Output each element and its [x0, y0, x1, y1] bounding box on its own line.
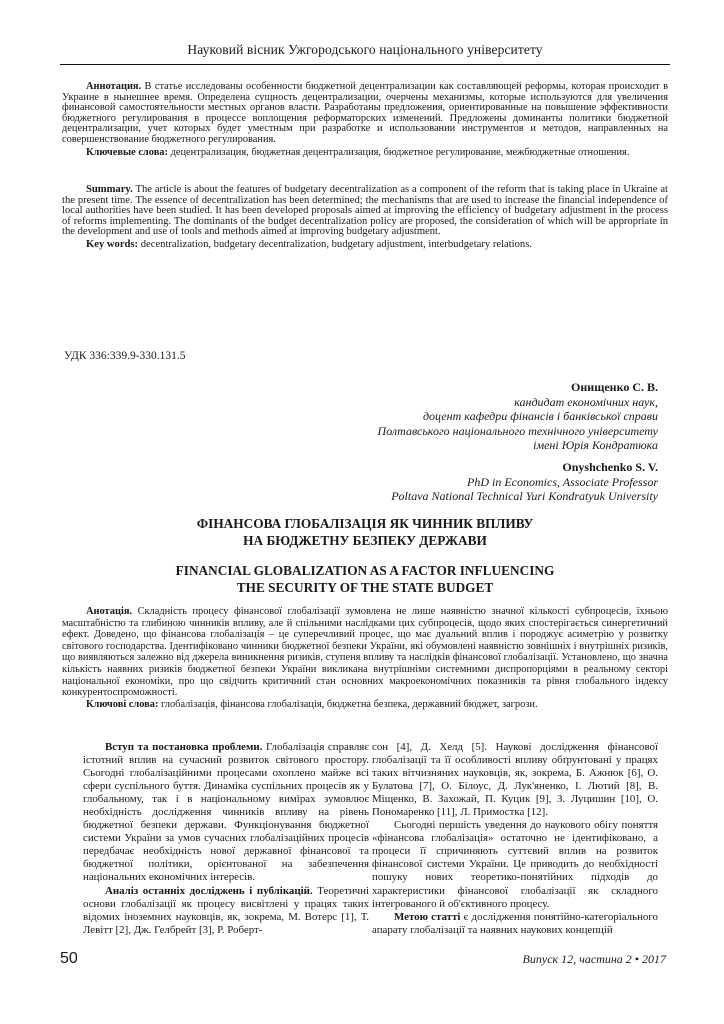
issue-info: Випуск 12, частина 2 • 2017 — [522, 952, 666, 966]
author-affiliation-line: PhD in Economics, Associate Professor — [467, 474, 658, 489]
en-abstract-paragraph — [62, 185, 668, 238]
ru-keywords-label: Ключевые слова: — [86, 146, 168, 158]
ua-keywords-text: глобалізація, фінансова глобалізація, бюджетна безпека, державний бюджет, загрози. — [158, 698, 538, 710]
en-keywords-label: Key words: — [86, 238, 139, 250]
ru-keywords-text: децентрализация, бюджетная децентрализация, бюджетное регулирование, межбюджетные отношения. — [167, 146, 630, 158]
ua-keywords-label: Ключові слова: — [86, 698, 159, 710]
page-number: 50 — [60, 950, 78, 967]
author-affiliation-line: Полтавського національного технічного університету — [377, 423, 658, 438]
author-name-en: Onyshchenko S. V. — [562, 460, 658, 474]
en-abstract — [62, 185, 668, 251]
ru-abstract-text: В статье исследованы особенности бюджетной децентрализации как составляющей реформы, которая происходит в Украине в нынешнее время. Определена сущность децентрализации, очерчены механизмы, которые используются для увеличения финансовой самостоятельности местных органов власти. Разработаны предложения, ориентированные на повышение эффективности бюджетного регулирования в процессе воплощения реформаторских изменений. Предложены доминанты политики бюджетной децентрализации, учет которых будет уместным при разработке и использовании инструментов и методов, направленных на совершенствование бюджетного регулирования. — [62, 81, 668, 145]
journal-header: Науковий вісник Ужгородського національного університету — [187, 42, 543, 57]
analysis-text: Теоретичні основи глобалізації як процесу висвітлені у працях таких відомих іноземних науковців, як, зокрема, М. Вотерс [1], Т. Левітт [2], Дж. Гелбрейт [3], Р. Роберт- — [83, 884, 369, 936]
en-abstract-label: Summary. — [86, 184, 133, 195]
ua-abstract-text: Складність процесу фінансової глобалізації зумовлена не лише наявністю значної кількості субпроцесів, їхньою масштабністю та глибиною чинників впливу, але й спільними наслідками цих субпроцесів, щодо яких спостерігається синергетичний ефект. Доведено, що фінансова глобалізація – це суперечливий процес, що має дуальний вплив і породжує асиметрію у розвитку світового господарства. Ідентифіковано чинники бюджетної безпеки України, які обумовлені наявністю зовнішніх і внутрішніх ризиків, що виявляються залежно від джерела виникнення ризиків, ступеня впливу та наслідків фінансової глобалізації. Установлено, що значна кількість наявних ризиків бюджетної безпеки України викликана внутрішніми системними диспропорціями в реальному секторі національної економіки, про що свідчить критичний стан основних макроекономічних показників та рівня глобального індексу конкурентоспроможності. — [62, 606, 668, 699]
ua-abstract-paragraph — [62, 606, 668, 699]
title-line: THE SECURITY OF THE STATE BUDGET — [236, 580, 494, 595]
author-affiliation-line: кандидат економічних наук, — [514, 394, 658, 409]
title-line: FINANCIAL GLOBALIZATION AS A FACTOR INFLUENCING — [175, 563, 555, 578]
en-abstract-text: The article is about the features of budgetary decentralization as a component of the reform that is taking place in Ukraine at the present time. The essence of decentralization has been determined; the mechanisms that are used to increase the financial independence of local authorities have been studied. It has been developed proposals aimed at improving the efficiency of budgetary adjustment in the process of reforms implementing. The dominants of the budget decentralization policy are proposed, the consideration of which will be appropriate in the development and use of tools and methods aimed at improving budgetary adjustment. — [62, 184, 668, 238]
udk-code: УДК 336:339.9-330.131.5 — [64, 350, 186, 362]
author-name-ua: Онищенко С. В. — [571, 380, 658, 394]
goal-heading: Метою статті — [394, 910, 461, 923]
author-ua — [378, 380, 658, 453]
ua-keywords — [62, 699, 668, 711]
author-affiliation-line: імені Юрія Кондратюка — [533, 438, 658, 452]
analysis-paragraph — [83, 885, 369, 937]
article-title-en — [60, 562, 670, 596]
ru-keywords — [62, 148, 668, 159]
today-paragraph: Сьогодні першість уведення до наукового обігу поняття «фінансова глобалізація» остаточно не ідентифіковано, а процеси її спричиняють суттєвий вплив на розвиток фінансової системи України. Це приводить до необхідності пошуку нових теоретико-понятійних підходів до характеристики фінансової глобалізації як складного інтегрованого й об'єктивного процесу. — [372, 819, 658, 910]
article-title-ua — [60, 515, 670, 549]
author-affiliation-line: Poltava National Technical Yuri Kondratyuk University — [391, 489, 658, 503]
body-column-right — [372, 741, 658, 937]
title-line: ФІНАНСОВА ГЛОБАЛІЗАЦІЯ ЯК ЧИННИК ВПЛИВУ — [196, 516, 534, 531]
author-en — [391, 460, 658, 504]
en-keywords-text: decentralization, budgetary decentralization, budgetary adjustment, interbudgetary relations. — [138, 238, 532, 250]
intro-paragraph — [83, 741, 369, 885]
title-line: НА БЮДЖЕТНУ БЕЗПЕКУ ДЕРЖАВИ — [243, 533, 487, 548]
intro-heading: Вступ та постановка проблеми. — [105, 741, 263, 753]
intro-text: Глобалізація справляє істотний вплив на сучасний розвиток світового простору. Сьогодні глобалізаційними процесами охоплено майже всі сфери суспільного буття. Динаміка суспільних процесів як у глобальному, так і в національному вимірах зумовлює необхідність дослідження чинників впливу на рівень бюджетної безпеки держави. Функціонування бюджетної системи України за умов сучасних глобалізаційних процесів передбачає необхідність нової державної фінансової та бюджетної політики, орієнтованої на забезпечення національних економічних інтересів. — [83, 741, 369, 884]
en-keywords — [62, 240, 668, 251]
ua-abstract — [62, 606, 668, 710]
goal-paragraph — [372, 911, 658, 937]
analysis-continuation: сон [4], Д. Хелд [5]. Наукові дослідження фінансової глобалізації та її особливості впливу обґрунтовані у працях таких вітчизняних науковців, як, зокрема, Б. Ажнюк [6], О. Булатова [7], О. Білоус, Д. Лук'яненко, І. Лютий [8], В. Міщенко, В. Захожай, П. Куцик [9], З. Луцишин [10], О. Пономаренко [11], Л. Примостка [12]. — [372, 741, 658, 819]
goal-text: є дослідження понятійно-категоріального апарату глобалізації та наявних наукових концепцій — [372, 910, 658, 936]
author-affiliation-line: доцент кафедри фінансів і банківської справи — [422, 409, 658, 423]
ua-abstract-label: Анотація. — [86, 606, 133, 617]
header-divider — [60, 64, 670, 65]
ru-abstract-paragraph — [62, 82, 668, 146]
ru-abstract — [62, 82, 668, 158]
body-column-left — [83, 741, 369, 937]
ru-abstract-label: Аннотация. — [86, 81, 142, 92]
analysis-heading: Аналіз останніх досліджень і публікацій. — [105, 884, 313, 897]
